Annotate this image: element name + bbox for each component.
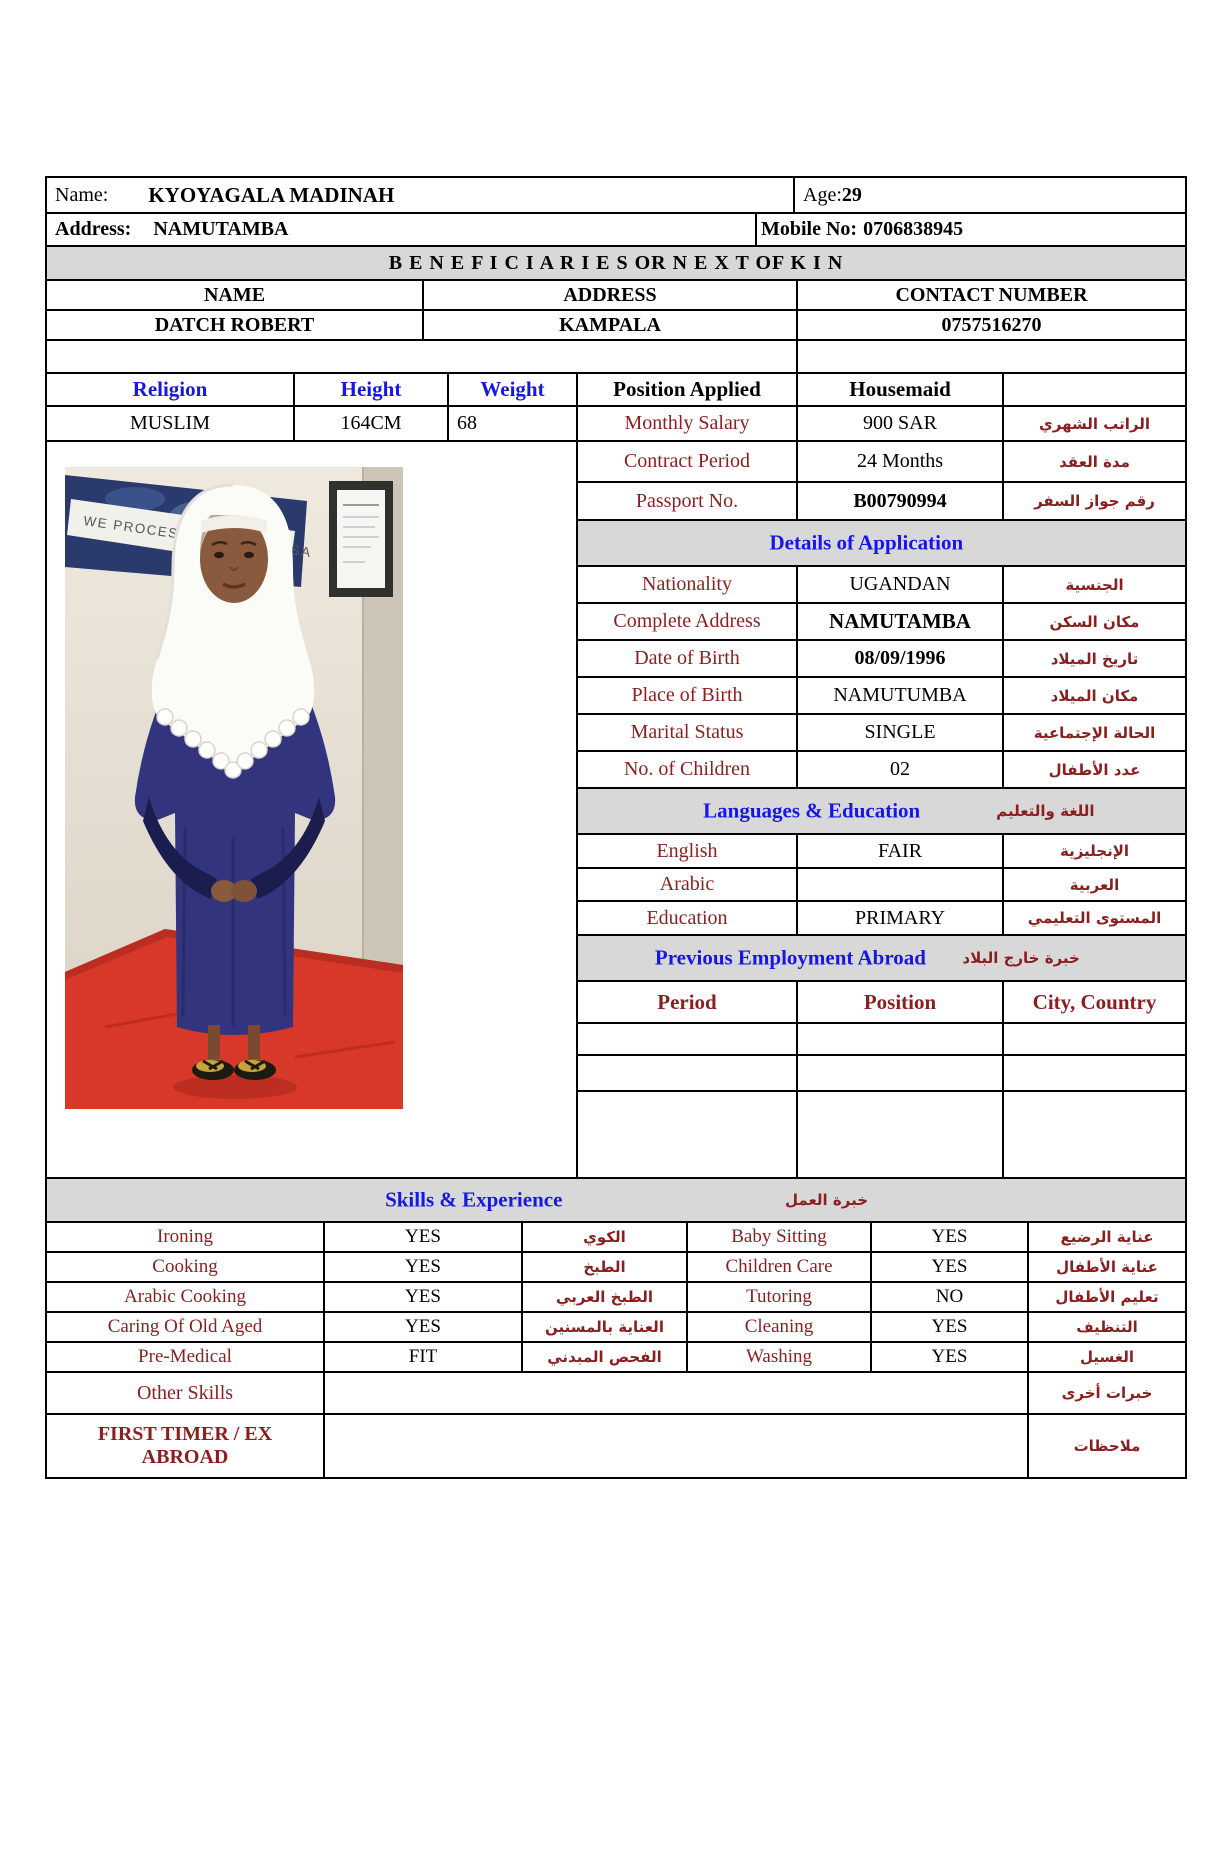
- other-skills-value: [325, 1373, 1029, 1415]
- monthly-salary-value: 900 SAR: [798, 407, 1004, 442]
- arabic-cooking-label: Arabic Cooking: [47, 1283, 325, 1313]
- old-aged-value: YES: [325, 1313, 523, 1343]
- row-passport: [578, 483, 1187, 521]
- row-details-band: [578, 521, 1187, 567]
- baby-sitting-label: Baby Sitting: [688, 1223, 872, 1253]
- cleaning-label: Cleaning: [688, 1313, 872, 1343]
- row-kin-headers: [47, 281, 1187, 311]
- children-care-value: YES: [872, 1253, 1029, 1283]
- attr-header-empty: [1004, 374, 1187, 407]
- address-label: Address:: [55, 218, 132, 240]
- cooking-arabic: الطبخ: [523, 1253, 688, 1283]
- languages-title-arabic: اللغة والتعليم: [996, 802, 1095, 820]
- row-attr-headers: [47, 374, 1187, 407]
- cleaning-value: YES: [872, 1313, 1029, 1343]
- cv-table: [45, 176, 1187, 1479]
- tutoring-value: NO: [872, 1283, 1029, 1313]
- height-value: 164CM: [295, 407, 449, 442]
- city-country-header: City, Country: [1004, 982, 1187, 1024]
- contract-period-label: Contract Period: [578, 442, 798, 483]
- employment-title: Previous Employment Abroad: [654, 945, 926, 970]
- row-employment-empty-3: [578, 1092, 1187, 1179]
- marital-status-arabic: الحالة الإجتماعية: [1004, 715, 1187, 752]
- old-aged-arabic: العناية بالمسنين: [523, 1313, 688, 1343]
- washing-label: Washing: [688, 1343, 872, 1373]
- complete-address-arabic: مكان السكن: [1004, 604, 1187, 641]
- employment-band: [578, 936, 1187, 982]
- age-value: 29: [841, 183, 862, 206]
- children-care-arabic: عناية الأطفال: [1029, 1253, 1187, 1283]
- row-languages-band: [578, 789, 1187, 835]
- kin-name: DATCH ROBERT: [47, 311, 424, 341]
- passport-value: B00790994: [798, 483, 1004, 521]
- skills-title-arabic: خبرة العمل: [785, 1191, 869, 1209]
- employment-position-cell-2: [798, 1056, 1004, 1092]
- arabic-cooking-arabic: الطبخ العربي: [523, 1283, 688, 1313]
- kin-header-name: NAME: [47, 281, 424, 311]
- passport-arabic: رقم جواز السفر: [1004, 483, 1187, 521]
- age-label: Age:: [803, 183, 842, 206]
- row-skill-old-aged: [47, 1313, 1187, 1343]
- arabic-label: Arabic: [578, 869, 798, 902]
- other-skills-label: Other Skills: [47, 1373, 325, 1415]
- monthly-salary-arabic: الراتب الشهري: [1004, 407, 1187, 442]
- kin-empty-right: [798, 341, 1187, 374]
- address-value: NAMUTAMBA: [153, 218, 289, 240]
- weight-header: Weight: [449, 374, 578, 407]
- english-value: FAIR: [798, 835, 1004, 869]
- date-of-birth-label: Date of Birth: [578, 641, 798, 678]
- other-skills-arabic: خبرات أخرى: [1029, 1373, 1187, 1415]
- education-value: PRIMARY: [798, 902, 1004, 936]
- baby-sitting-value: YES: [872, 1223, 1029, 1253]
- position-applied-value: Housemaid: [798, 374, 1004, 407]
- cooking-label: Cooking: [47, 1253, 325, 1283]
- arabic-value: [798, 869, 1004, 902]
- place-of-birth-value: NAMUTUMBA: [798, 678, 1004, 715]
- mobile-value: 0706838945: [863, 218, 964, 240]
- row-main-body: [47, 442, 1187, 1179]
- period-header: Period: [578, 982, 798, 1024]
- employment-city-cell-3: [1004, 1092, 1187, 1179]
- mobile-cell: [757, 214, 1187, 247]
- ironing-label: Ironing: [47, 1223, 325, 1253]
- education-label: Education: [578, 902, 798, 936]
- employment-period-cell-1: [578, 1024, 798, 1056]
- religion-value: MUSLIM: [47, 407, 295, 442]
- employment-title-arabic: خبرة خارج البلاد: [962, 949, 1080, 967]
- row-arabic-lang: [578, 869, 1187, 902]
- nationality-value: UGANDAN: [798, 567, 1004, 604]
- details-title: Details of Application: [769, 530, 964, 555]
- height-header: Height: [295, 374, 449, 407]
- children-label: No. of Children: [578, 752, 798, 789]
- place-of-birth-label: Place of Birth: [578, 678, 798, 715]
- name-label: Name:: [55, 183, 109, 206]
- visa-banner-text: WE PROCESS VISA: [82, 513, 313, 561]
- employment-position-cell-3: [798, 1092, 1004, 1179]
- cleaning-arabic: التنظيف: [1029, 1313, 1187, 1343]
- nationality-label: Nationality: [578, 567, 798, 604]
- cooking-value: YES: [325, 1253, 523, 1283]
- skills-title: Skills & Experience: [385, 1187, 563, 1212]
- mobile-label: Mobile No:: [761, 218, 858, 240]
- row-employment-band: [578, 936, 1187, 982]
- employment-position-cell-1: [798, 1024, 1004, 1056]
- row-beneficiaries-band: [47, 247, 1187, 281]
- complete-address-value: NAMUTAMBA: [798, 604, 1004, 641]
- row-other-skills: [47, 1373, 1187, 1415]
- row-skills-band: [47, 1179, 1187, 1223]
- row-skill-arabic-cooking: [47, 1283, 1187, 1313]
- position-header: Position: [798, 982, 1004, 1024]
- children-care-label: Children Care: [688, 1253, 872, 1283]
- employment-city-cell-1: [1004, 1024, 1187, 1056]
- applicant-photo: [65, 467, 403, 1109]
- contract-period-value: 24 Months: [798, 442, 1004, 483]
- row-skill-cooking: [47, 1253, 1187, 1283]
- complete-address-label: Complete Address: [578, 604, 798, 641]
- languages-band: [578, 789, 1187, 835]
- baby-sitting-arabic: عناية الرضيع: [1029, 1223, 1187, 1253]
- row-skill-ironing: [47, 1223, 1187, 1253]
- row-english: [578, 835, 1187, 869]
- children-arabic: عدد الأطفال: [1004, 752, 1187, 789]
- place-of-birth-arabic: مكان الميلاد: [1004, 678, 1187, 715]
- kin-address: KAMPALA: [424, 311, 798, 341]
- english-label: English: [578, 835, 798, 869]
- beneficiaries-band: [47, 247, 1187, 281]
- row-kin-empty: [47, 341, 1187, 374]
- tutoring-label: Tutoring: [688, 1283, 872, 1313]
- pre-medical-label: Pre-Medical: [47, 1343, 325, 1373]
- row-marital-status: [578, 715, 1187, 752]
- employment-city-cell-2: [1004, 1056, 1187, 1092]
- washing-arabic: الغسيل: [1029, 1343, 1187, 1373]
- first-timer-label: FIRST TIMER / EX ABROAD: [47, 1415, 325, 1479]
- first-timer-value: [325, 1415, 1029, 1479]
- details-column: [578, 442, 1187, 1179]
- row-employment-empty-2: [578, 1056, 1187, 1092]
- pre-medical-arabic: الفحص المبدني: [523, 1343, 688, 1373]
- row-complete-address: [578, 604, 1187, 641]
- beneficiaries-title: B E N E F I C I A R I E S OR N E X T OF K I N: [388, 251, 844, 274]
- row-education: [578, 902, 1187, 936]
- kin-empty-left: [47, 341, 798, 374]
- first-timer-arabic: ملاحظات: [1029, 1415, 1187, 1479]
- address-cell: [47, 214, 757, 247]
- arabic-arabic: العربية: [1004, 869, 1187, 902]
- employment-period-cell-3: [578, 1092, 798, 1179]
- row-address-mobile: [47, 214, 1187, 247]
- children-value: 02: [798, 752, 1004, 789]
- skills-band: [47, 1179, 1187, 1223]
- name-cell: [47, 178, 795, 214]
- row-nationality: [578, 567, 1187, 604]
- kin-header-contact: CONTACT NUMBER: [798, 281, 1187, 311]
- row-employment-headers: [578, 982, 1187, 1024]
- row-place-of-birth: [578, 678, 1187, 715]
- old-aged-label: Caring Of Old Aged: [47, 1313, 325, 1343]
- pre-medical-value: FIT: [325, 1343, 523, 1373]
- name-value: KYOYAGALA MADINAH: [148, 182, 395, 207]
- age-cell: [795, 178, 1187, 214]
- employment-period-cell-2: [578, 1056, 798, 1092]
- languages-title: Languages & Education: [703, 798, 921, 823]
- row-skill-pre-medical: [47, 1343, 1187, 1373]
- english-arabic: الإنجليزية: [1004, 835, 1187, 869]
- row-date-of-birth: [578, 641, 1187, 678]
- marital-status-value: SINGLE: [798, 715, 1004, 752]
- washing-value: YES: [872, 1343, 1029, 1373]
- nationality-arabic: الجنسية: [1004, 567, 1187, 604]
- ironing-value: YES: [325, 1223, 523, 1253]
- applicant-photo-cell: [47, 442, 578, 1179]
- ironing-arabic: الكوي: [523, 1223, 688, 1253]
- weight-value: 68: [449, 407, 578, 442]
- marital-status-label: Marital Status: [578, 715, 798, 752]
- kin-header-address: ADDRESS: [424, 281, 798, 311]
- date-of-birth-value: 08/09/1996: [798, 641, 1004, 678]
- row-attr-values: [47, 407, 1187, 442]
- education-arabic: المستوى التعليمي: [1004, 902, 1187, 936]
- kin-contact: 0757516270: [798, 311, 1187, 341]
- certificate-frame: [329, 481, 393, 597]
- religion-header: Religion: [47, 374, 295, 407]
- row-employment-empty-1: [578, 1024, 1187, 1056]
- passport-label: Passport No.: [578, 483, 798, 521]
- row-name-age: [47, 178, 1187, 214]
- details-band: [578, 521, 1187, 567]
- row-contract-period: [578, 442, 1187, 483]
- date-of-birth-arabic: تاريخ الميلاد: [1004, 641, 1187, 678]
- contract-period-arabic: مدة العقد: [1004, 442, 1187, 483]
- row-first-timer: [47, 1415, 1187, 1479]
- row-kin-values: [47, 311, 1187, 341]
- arabic-cooking-value: YES: [325, 1283, 523, 1313]
- monthly-salary-label: Monthly Salary: [578, 407, 798, 442]
- row-children: [578, 752, 1187, 789]
- position-applied-header: Position Applied: [578, 374, 798, 407]
- tutoring-arabic: تعليم الأطفال: [1029, 1283, 1187, 1313]
